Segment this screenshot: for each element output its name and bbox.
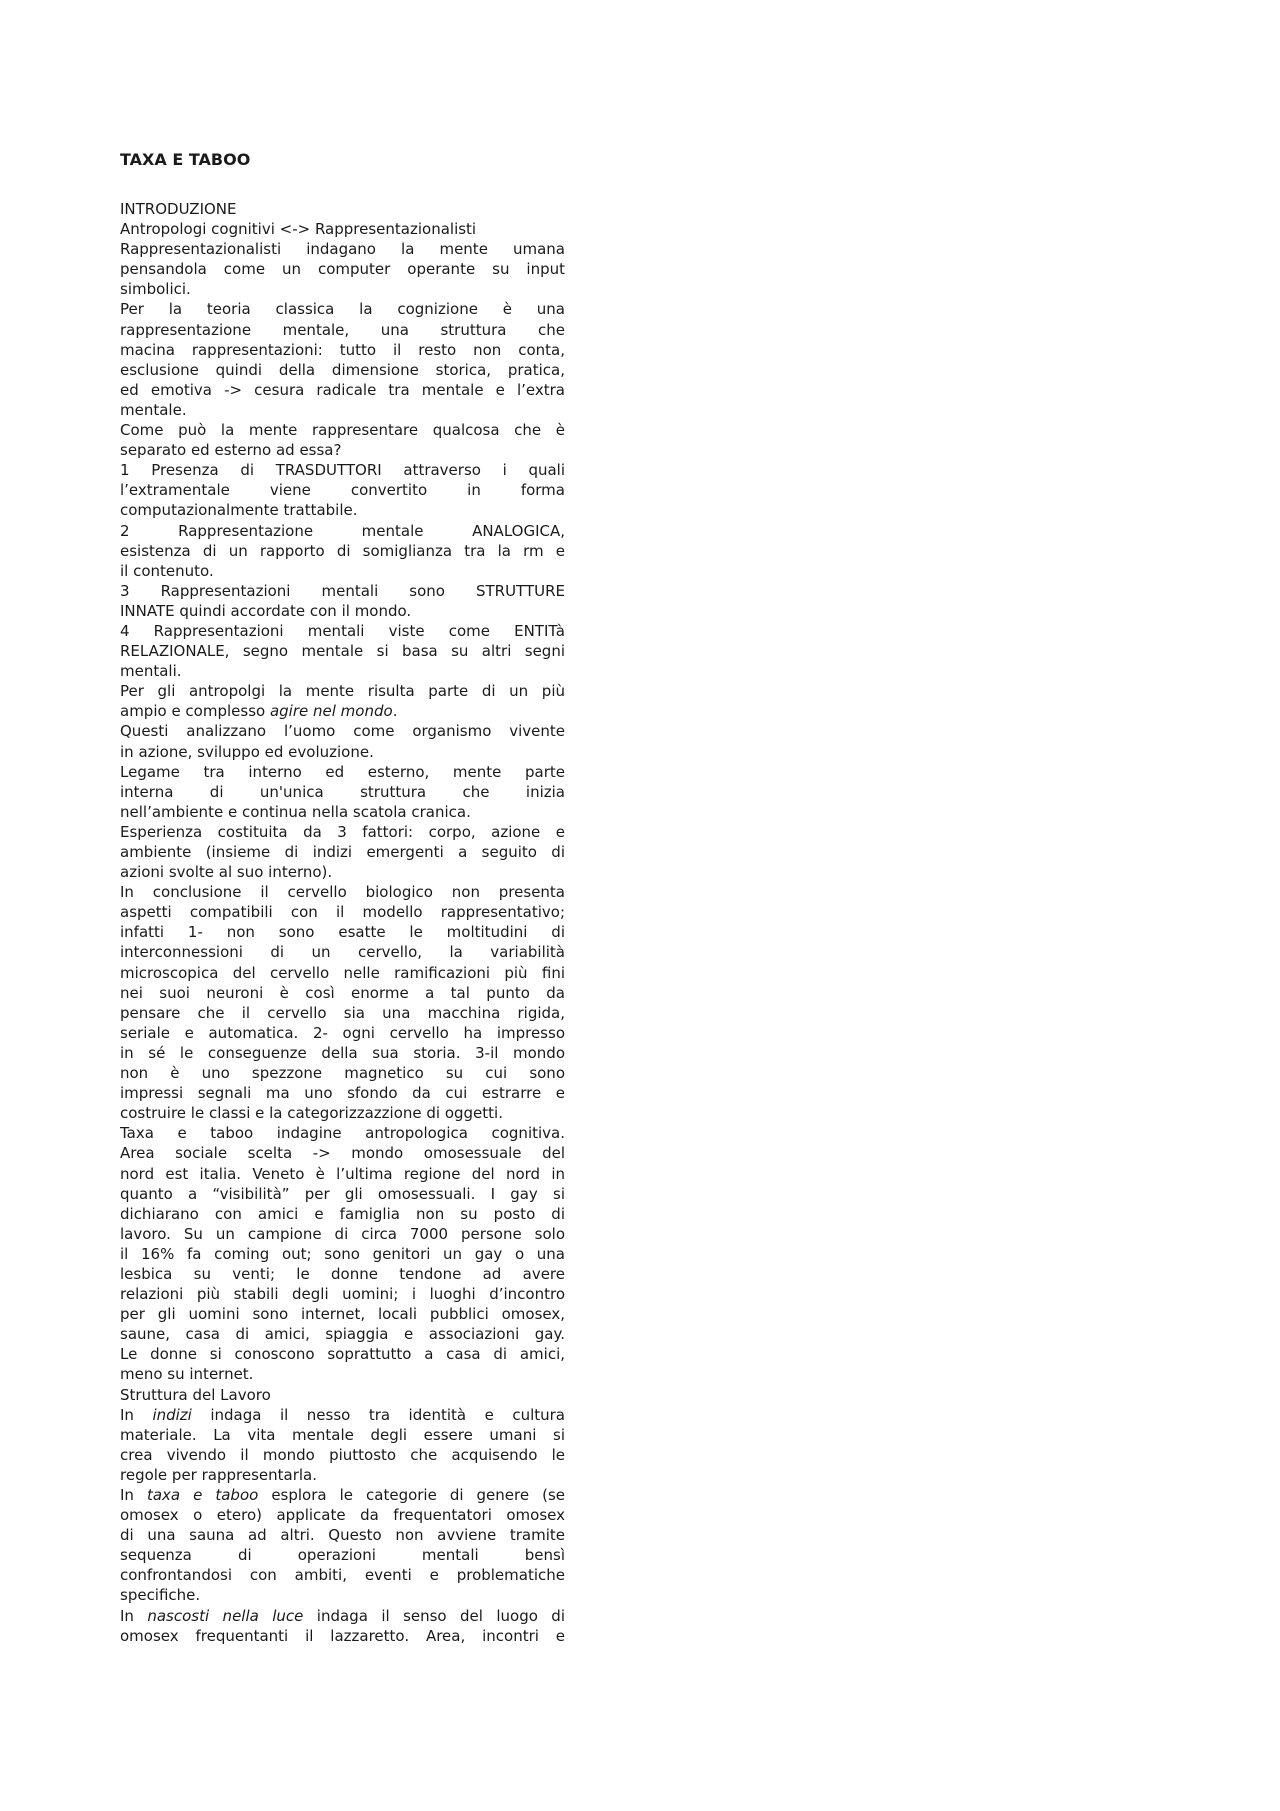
text-line: interconnessioni di un cervello, la variabilità <box>120 943 565 962</box>
text-line: il 16% fa coming out; sono genitori un gay o una <box>120 1244 565 1263</box>
text-segment: . <box>392 702 398 721</box>
text-line: separato ed esterno ad essa? <box>120 441 342 460</box>
text-line: costruire le classi e la categorizzazzione di oggetti. <box>120 1104 503 1123</box>
text-line: mentali. <box>120 662 182 681</box>
text-line: Per la teoria classica la cognizione è una <box>120 300 565 319</box>
text-line: di una sauna ad altri. Questo non avviene tramite <box>120 1526 565 1545</box>
text-line: Antropologi cognitivi <-> Rappresentazionalisti <box>120 220 477 239</box>
text-line: azioni svolte al suo interno). <box>120 863 333 882</box>
text-line: in azione, sviluppo ed evoluzione. <box>120 742 374 761</box>
text-segment: In <box>120 1486 147 1504</box>
text-line: in sé le conseguenze della sua storia. 3-il mondo <box>120 1043 565 1062</box>
text-line: aspetti compatibili con il modello rappresentativo; <box>120 903 565 922</box>
text-line: dichiarano con amici e famiglia non su posto di <box>120 1204 565 1223</box>
text-line: Per gli antropolgi la mente risulta parte di un più <box>120 682 565 701</box>
text-segment: esplora le categorie di genere (se <box>258 1486 565 1504</box>
italic-term: taxa e taboo <box>146 1486 259 1504</box>
text-line: pensare che il cervello sia una macchina rigida, <box>120 1003 565 1022</box>
text-line: omosex frequentanti il lazzaretto. Area, incontri e <box>120 1626 565 1645</box>
italic-term: nascosti nella luce <box>147 1606 304 1625</box>
document-page <box>120 150 565 1646</box>
document-title: TAXA E TABOO <box>120 150 251 169</box>
text-line: simbolici. <box>120 280 191 299</box>
text-line: 2 Rappresentazione mentale ANALOGICA, <box>120 521 565 540</box>
text-line: pensandola come un computer operante su input <box>120 260 565 279</box>
text-line: Struttura del Lavoro <box>120 1385 271 1404</box>
text-line: esclusione quindi della dimensione storica, pratica, <box>120 360 565 379</box>
text-segment: indaga il senso del luogo di <box>303 1606 565 1625</box>
text-line: confrontandosi con ambiti, eventi e problematiche <box>120 1566 565 1585</box>
text-line: ambiente (insieme di indizi emergenti a seguito di <box>120 843 565 861</box>
text-line: In conclusione il cervello biologico non presenta <box>120 883 565 902</box>
text-segment: ampio e complesso <box>120 702 270 721</box>
text-line: Legame tra interno ed esterno, mente parte <box>120 762 565 781</box>
text-line: rappresentazione mentale, una struttura che <box>120 320 565 339</box>
text-line: lavoro. Su un campione di circa 7000 persone solo <box>120 1224 565 1243</box>
text-line: seriale e automatica. 2- ogni cervello ha impresso <box>120 1023 565 1042</box>
text-line: 3 Rappresentazioni mentali sono STRUTTURE <box>120 581 565 600</box>
text-line <box>120 1485 565 1505</box>
text-line: computazionalmente trattabile. <box>120 501 358 520</box>
text-line: mentale. <box>120 400 187 419</box>
document-body <box>120 199 565 1646</box>
text-line: Come può la mente rappresentare qualcosa che è <box>120 421 565 440</box>
text-line: saune, casa di amici, spiaggia e associazioni gay. <box>120 1325 565 1344</box>
text-line: nei suoi neuroni è così enorme a tal punto da <box>120 983 565 1002</box>
italic-term: agire nel mondo <box>269 702 393 721</box>
text-line: crea vivendo il mondo piuttosto che acquisendo le <box>120 1445 565 1464</box>
text-line: Esperienza costituita da 3 fattori: corpo, azione e <box>120 822 565 841</box>
text-line: INNATE quindi accordate con il mondo. <box>120 601 412 620</box>
text-line: Rappresentazionalisti indagano la mente umana <box>120 240 565 259</box>
text-line: l’extramentale viene convertito in forma <box>120 481 565 500</box>
text-line: non è uno spezzone magnetico su cui sono <box>120 1064 565 1083</box>
text-segment: In <box>120 1606 148 1625</box>
text-line: lesbica su venti; le donne tendone ad avere <box>120 1264 565 1283</box>
text-line <box>120 701 565 721</box>
text-line: 4 Rappresentazioni mentali viste come ENTITà <box>120 621 565 640</box>
text-line: specifiche. <box>120 1586 201 1605</box>
text-segment: In <box>120 1405 153 1424</box>
text-line: meno su internet. <box>120 1365 254 1384</box>
text-line: impressi segnali ma uno sfondo da cui estrarre e <box>120 1084 565 1103</box>
text-line: regole per rappresentarla. <box>120 1465 317 1484</box>
text-line: interna di un'unica struttura che inizia <box>120 782 565 801</box>
text-line: esistenza di un rapporto di somiglianza tra la rm e <box>120 541 565 560</box>
text-line: Taxa e taboo indagine antropologica cognitiva. <box>120 1124 565 1143</box>
text-line: sequenza di operazioni mentali bensì <box>120 1546 565 1565</box>
text-line <box>120 1405 565 1425</box>
text-line: INTRODUZIONE <box>120 200 237 218</box>
text-line: relazioni più stabili degli uomini; i luoghi d’incontro <box>120 1285 565 1304</box>
italic-term: indizi <box>152 1405 192 1424</box>
text-line: Questi analizzano l’uomo come organismo vivente <box>120 722 565 741</box>
text-line: macina rappresentazioni: tutto il resto non conta, <box>120 340 565 359</box>
text-line: nord est italia. Veneto è l’ultima regione del nord in <box>120 1164 565 1183</box>
text-line: quanto a “visibilità” per gli omosessuali. I gay si <box>120 1184 565 1203</box>
text-line: microscopica del cervello nelle ramificazioni più fini <box>120 963 565 982</box>
text-line: il contenuto. <box>120 561 214 580</box>
text-line: omosex o etero) applicate da frequentatori omosex <box>120 1506 565 1525</box>
text-line <box>120 1606 565 1626</box>
text-line: per gli uomini sono internet, locali pubblici omosex, <box>120 1305 565 1324</box>
text-line: infatti 1- non sono esatte le moltitudini di <box>120 923 565 942</box>
text-line: nell’ambiente e continua nella scatola cranica. <box>120 802 471 821</box>
text-line: Le donne si conoscono soprattutto a casa di amici, <box>120 1345 565 1364</box>
text-line: materiale. La vita mentale degli essere umani si <box>120 1425 565 1444</box>
text-segment: indaga il nesso tra identità e cultura <box>191 1405 565 1424</box>
text-line: RELAZIONALE, segno mentale si basa su altri segni <box>120 642 565 661</box>
text-line: Area sociale scelta -> mondo omosessuale del <box>120 1144 565 1163</box>
text-line: ed emotiva -> cesura radicale tra mentale e l’extra <box>120 380 565 399</box>
text-line: 1 Presenza di TRASDUTTORI attraverso i quali <box>120 461 565 480</box>
